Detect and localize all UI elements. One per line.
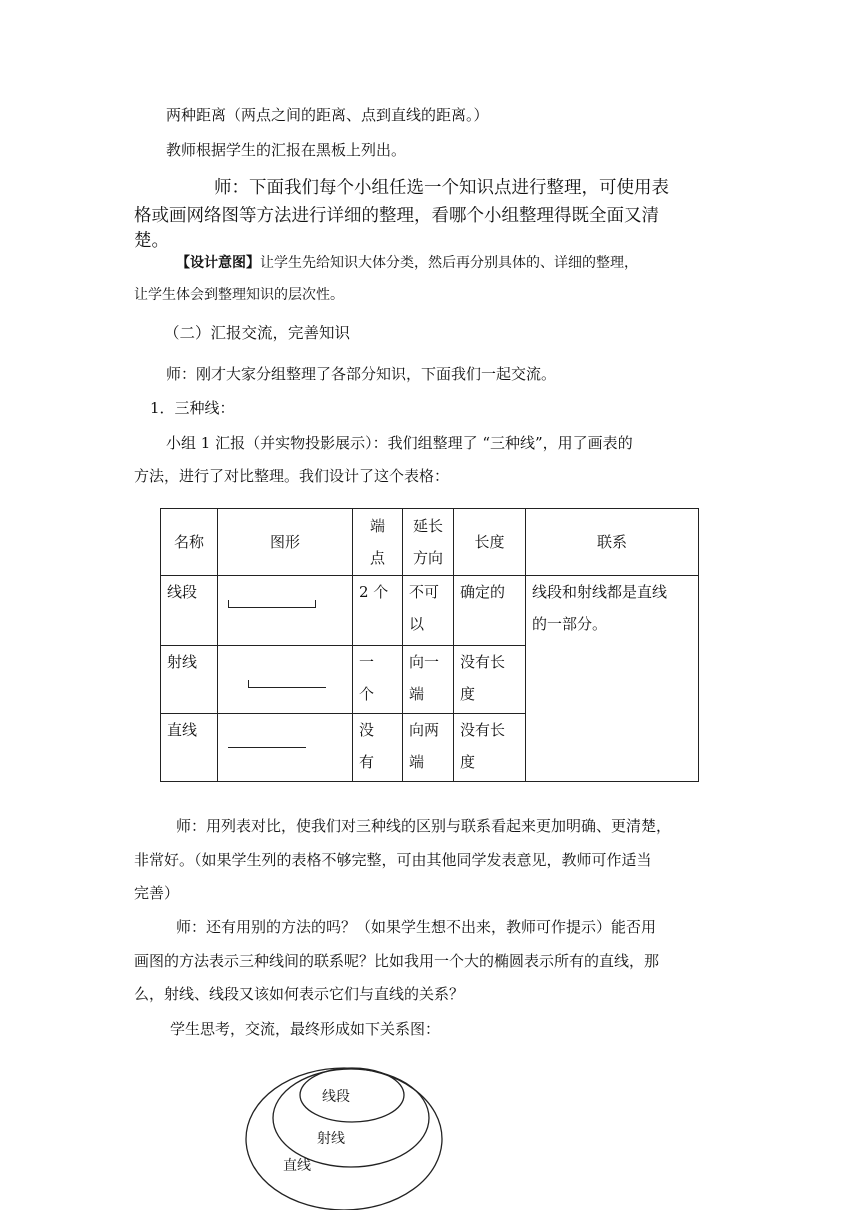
paragraph-teacher-other-method-line3: 么，射线、线段又该如何表示它们与直线的关系？ bbox=[134, 985, 465, 1003]
line-shape bbox=[228, 747, 306, 748]
paragraph-teacher-lists: 教师根据学生的汇报在黑板上列出。 bbox=[166, 141, 407, 159]
row-name: 直线 bbox=[161, 714, 218, 782]
header-extend-line1: 延长 bbox=[412, 517, 443, 535]
row-extend-line1: 向一 bbox=[409, 653, 440, 671]
row-endpoints-line1: 没 bbox=[359, 721, 375, 739]
row-endpoints-line1: 一 bbox=[359, 653, 375, 671]
comparison-table bbox=[160, 508, 699, 782]
row-extend-line2: 端 bbox=[409, 685, 425, 703]
section-heading: （二）汇报交流，完善知识 bbox=[164, 324, 351, 342]
paragraph-teacher-instruction-line1: 师：下面我们每个小组任选一个知识点进行整理，可使用表 bbox=[214, 178, 669, 198]
row-extend-line2: 以 bbox=[409, 615, 425, 633]
row-length bbox=[454, 714, 526, 782]
row-endpoints bbox=[353, 646, 403, 714]
paragraph-teacher-praise-line3: 完善） bbox=[134, 884, 180, 902]
paragraph-group1-line2: 方法，进行了对比整理。我们设计了这个表格： bbox=[134, 467, 450, 485]
lines-relation-diagram bbox=[240, 1060, 470, 1210]
design-intent-line2: 让学生体会到整理知识的层次性。 bbox=[134, 287, 344, 303]
row-name: 射线 bbox=[161, 646, 218, 714]
paragraph-group1-line1: 小组 1 汇报（并实物投影展示）：我们组整理了 “三种线”，用了画表的 bbox=[166, 434, 633, 452]
relation-line2: 的一部分。 bbox=[532, 615, 608, 633]
inner-label: 线段 bbox=[322, 1089, 350, 1105]
design-intent-text1: 让学生先给知识大体分类，然后再分别具体的、详细的整理， bbox=[260, 255, 638, 271]
row-length-line2: 度 bbox=[460, 753, 476, 771]
row-extend-line1: 向两 bbox=[409, 721, 440, 739]
row-extend-line1: 不可 bbox=[409, 583, 440, 601]
paragraph-two-distances: 两种距离（两点之间的距离、点到直线的距离。） bbox=[166, 106, 489, 124]
header-extend-line2: 方向 bbox=[412, 549, 443, 567]
paragraph-teacher-instruction-line3: 楚。 bbox=[134, 231, 169, 251]
row-extend bbox=[403, 646, 454, 714]
middle-label: 射线 bbox=[317, 1131, 345, 1147]
row-endpoints-line2: 有 bbox=[359, 753, 375, 771]
outer-label: 直线 bbox=[283, 1158, 311, 1174]
row-endpoints bbox=[353, 576, 403, 646]
header-endpoints-line1: 端 bbox=[369, 517, 385, 535]
row-endpoints bbox=[353, 714, 403, 782]
paragraph-teacher-exchange: 师：刚才大家分组整理了各部分知识，下面我们一起交流。 bbox=[166, 365, 557, 383]
row-shape bbox=[218, 646, 353, 714]
table-header-row bbox=[161, 509, 699, 576]
ray-shape bbox=[248, 680, 326, 688]
row-length bbox=[454, 576, 526, 646]
relation-line1: 线段和射线都是直线 bbox=[532, 583, 668, 601]
header-relation: 联系 bbox=[526, 509, 699, 576]
middle-ellipse bbox=[273, 1069, 429, 1167]
row-extend-line2: 端 bbox=[409, 753, 425, 771]
header-length: 长度 bbox=[454, 509, 526, 576]
row-extend bbox=[403, 714, 454, 782]
paragraph-teacher-praise-line2: 非常好。（如果学生列的表格不够完整，可由其他同学发表意见，教师可作适当 bbox=[134, 851, 652, 869]
paragraph-three-lines: 1．三种线： bbox=[150, 399, 235, 417]
paragraph-teacher-instruction-line2: 格或画网络图等方法进行详细的整理，看哪个小组整理得既全面又清 bbox=[134, 206, 659, 226]
row-endpoints-line1: 2 个 bbox=[359, 583, 389, 601]
row-length-line1: 没有长 bbox=[460, 653, 506, 671]
header-name: 名称 bbox=[161, 509, 218, 576]
header-endpoints-line2: 点 bbox=[369, 549, 385, 567]
segment-shape bbox=[228, 600, 316, 608]
design-intent-line1 bbox=[176, 250, 638, 276]
paragraph-teacher-other-method-line2: 画图的方法表示三种线间的联系呢？比如我用一个大的椭圆表示所有的直线，那 bbox=[134, 952, 660, 970]
paragraph-students-think: 学生思考，交流，最终形成如下关系图： bbox=[170, 1020, 441, 1038]
header-shape: 图形 bbox=[218, 509, 353, 576]
header-endpoints bbox=[353, 509, 403, 576]
table-row bbox=[161, 576, 699, 646]
design-intent-label: 【设计意图】 bbox=[176, 255, 260, 271]
row-shape bbox=[218, 576, 353, 646]
row-length-line1: 确定的 bbox=[460, 583, 506, 601]
paragraph-teacher-praise-line1: 师：用列表对比，使我们对三种线的区别与联系看起来更加明确、更清楚， bbox=[176, 817, 672, 835]
row-name: 线段 bbox=[161, 576, 218, 646]
row-endpoints-line2: 个 bbox=[359, 685, 375, 703]
row-shape bbox=[218, 714, 353, 782]
row-length-line1: 没有长 bbox=[460, 721, 506, 739]
row-length-line2: 度 bbox=[460, 685, 476, 703]
relation-cell bbox=[526, 576, 699, 782]
paragraph-teacher-other-method-line1: 师：还有用别的方法的吗？（如果学生想不出来，教师可作提示）能否用 bbox=[176, 918, 657, 936]
row-length bbox=[454, 646, 526, 714]
header-extend bbox=[403, 509, 454, 576]
row-extend bbox=[403, 576, 454, 646]
inner-ellipse bbox=[300, 1068, 404, 1122]
